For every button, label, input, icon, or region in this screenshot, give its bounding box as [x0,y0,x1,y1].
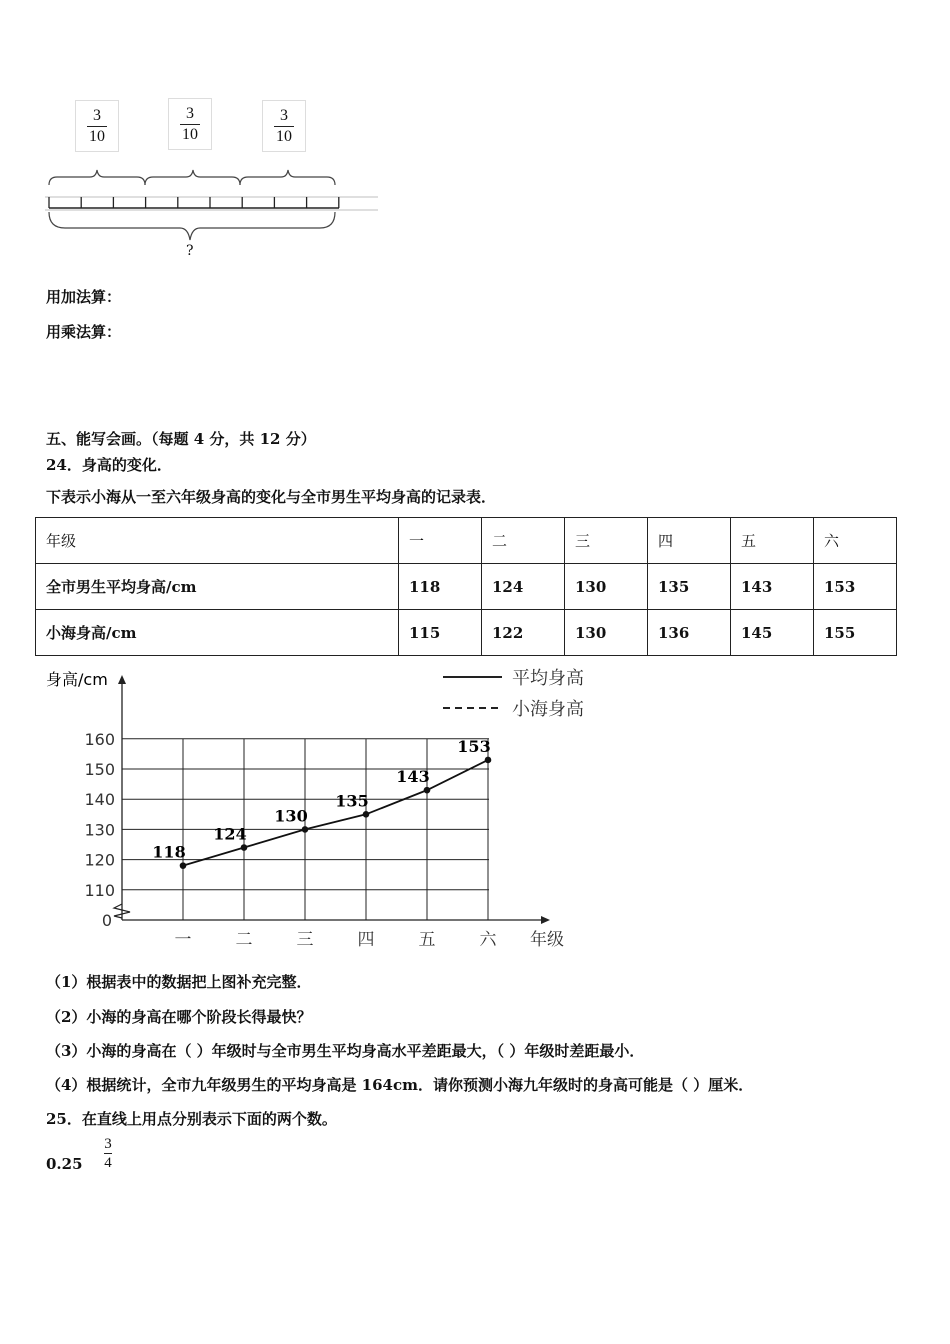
y-axis-arrow [118,675,126,684]
sub-question-4: （4）根据统计，全市九年级男生的平均身高是 164cm．请你预测小海九年级时的身高可能是（ ）厘米． [46,1076,754,1094]
sub-question-1: （1）根据表中的数据把上图补充完整． [46,973,312,991]
table-cell: 全市男生平均身高/cm [36,564,399,610]
denominator: 10 [89,127,105,145]
data-label: 124 [213,824,247,844]
table-header: 六 [814,518,897,564]
series-line [183,760,488,866]
data-point [424,787,431,794]
table-cell: 153 [814,564,897,610]
table-cell: 143 [731,564,814,610]
table-header: 四 [648,518,731,564]
data-point [302,826,309,833]
numerator: 3 [93,106,101,124]
table-cell: 124 [482,564,565,610]
data-label: 135 [335,791,369,811]
x-tick-label: 四 [357,930,375,950]
table-header-row [36,518,897,564]
x-tick-label: 二 [235,930,253,950]
table-cell: 115 [399,610,482,656]
denominator: 10 [182,125,198,143]
y-tick-label: 110 [84,880,115,900]
data-point [363,811,370,818]
y-tick-label: 120 [84,850,115,870]
data-label: 118 [152,842,186,862]
brace-bottom [49,212,335,240]
table-cell: 小海身高/cm [36,610,399,656]
x-tick-label: 三 [296,930,314,950]
data-point [485,757,492,764]
brace-top [49,170,145,185]
x-axis-arrow [541,916,550,924]
height-line-chart [0,660,620,960]
data-label: 143 [396,767,430,787]
numerator: 3 [280,106,288,124]
brace-top [145,170,240,185]
x-tick-label: 六 [479,930,497,950]
number-0-25: 0.25 [46,1155,83,1173]
height-table [35,517,897,656]
x-tick-label: 五 [418,930,436,950]
table-cell: 130 [565,564,648,610]
y-tick-label: 0 [101,911,112,930]
section-heading: 五、能写会画。（每题 4 分，共 12 分） [46,430,316,448]
numerator: 3 [104,1136,112,1152]
y-tick-label: 140 [84,790,115,810]
sub-question-3: （3）小海的身高在（ ）年级时与全市男生平均身高水平差距最大，（ ）年级时差距最小． [46,1042,645,1060]
fraction-box [168,98,212,150]
x-axis-label: 年级 [530,930,564,950]
data-point [241,844,248,851]
y-tick-label: 150 [84,760,115,779]
table-cell: 118 [399,564,482,610]
question-24-description: 下表示小海从一至六年级身高的变化与全市男生平均身高的记录表． [46,488,497,506]
x-tick-label: 一 [174,930,192,950]
table-cell: 136 [648,610,731,656]
table-row [36,564,897,610]
table-header: 五 [731,518,814,564]
y-axis-label: 身高/cm [46,670,108,689]
fraction-box [262,100,306,152]
fraction-box [75,100,119,152]
table-cell: 135 [648,564,731,610]
multiplication-prompt: 用乘法算： [46,323,122,341]
legend-label: 平均身高 [512,668,584,689]
table-header: 一 [399,518,482,564]
table-header: 三 [565,518,648,564]
question-mark: ? [186,243,194,259]
denominator: 10 [276,127,292,145]
y-tick-label: 160 [84,729,115,749]
legend-label: 小海身高 [512,699,584,720]
question-24-title: 24．身高的变化． [46,456,172,474]
y-tick-label: 130 [84,820,115,840]
table-cell: 155 [814,610,897,656]
brace-top [240,170,335,185]
table-row [36,610,897,656]
table-header: 二 [482,518,565,564]
denominator: 4 [104,1155,112,1171]
segment-diagram [0,150,400,250]
numerator: 3 [186,104,194,122]
table-cell: 122 [482,610,565,656]
data-point [180,862,187,869]
data-label: 153 [457,736,491,756]
data-label: 130 [274,806,308,826]
table-header: 年级 [36,518,399,564]
question-25-title: 25．在直线上用点分别表示下面的两个数。 [46,1110,337,1128]
table-cell: 130 [565,610,648,656]
sub-question-2: （2）小海的身高在哪个阶段长得最快？ [46,1008,312,1026]
fraction-three-quarters [104,1136,112,1171]
addition-prompt: 用加法算： [46,288,122,306]
table-cell: 145 [731,610,814,656]
